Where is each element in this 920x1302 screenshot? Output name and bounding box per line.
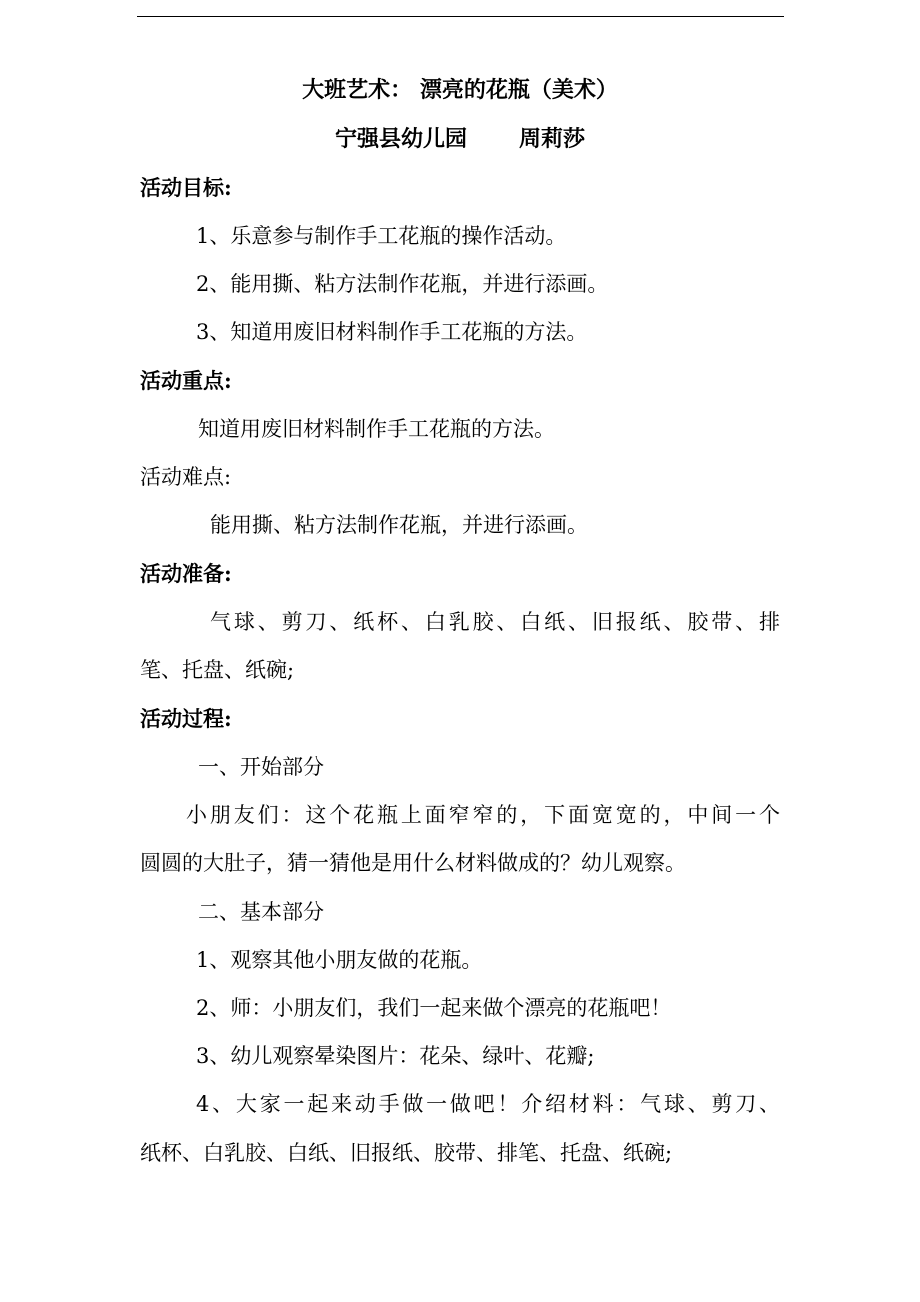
school-name: 宁强县幼儿园 [334,126,467,152]
goals-heading: 活动目标: [140,175,232,200]
goal-item: 2、能用撕、粘方法制作花瓶，并进行添画。 [196,272,609,296]
author-line [0,124,920,154]
header-rule [137,16,784,17]
difficulty-text: 能用撕、粘方法制作花瓶，并进行添画。 [210,513,588,537]
part2-title: 二、基本部分 [198,900,324,924]
part1-title: 一、开始部分 [198,755,324,779]
step-item: 2、师：小朋友们，我们一起来做个漂亮的花瓶吧！ [196,996,672,1020]
goal-item: 1、乐意参与制作手工花瓶的操作活动。 [196,224,567,248]
goal-item: 3、知道用废旧材料制作手工花瓶的方法。 [196,320,588,344]
process-heading: 活动过程: [140,706,232,731]
preparation-heading: 活动准备: [140,561,232,586]
step-item-line2: 纸杯、白乳胶、白纸、旧报纸、胶带、排笔、托盘、纸碗; [140,1141,673,1165]
part1-text-line1: 小朋友们：这个花瓶上面窄窄的，下面宽宽的，中间一个 [186,803,780,827]
part1-text-line2: 圆圆的大肚子，猜一猜他是用什么材料做成的？幼儿观察。 [140,851,686,875]
preparation-text-line1: 气球、剪刀、纸杯、白乳胶、白纸、旧报纸、胶带、排 [210,610,780,634]
preparation-text-line2: 笔、托盘、纸碗; [140,658,295,682]
document-title: 大班艺术： 漂亮的花瓶（美术） [302,77,618,103]
key-point-text: 知道用废旧材料制作手工花瓶的方法。 [198,417,555,441]
difficulty-heading: 活动难点: [140,465,232,489]
step-item: 1、观察其他小朋友做的花瓶。 [196,948,483,972]
step-item: 3、幼儿观察晕染图片：花朵、绿叶、花瓣; [196,1044,595,1068]
step-item-line1: 4、大家一起来动手做一做吧！介绍材料：气球、剪刀、 [196,1092,780,1116]
author-name: 周莉莎 [519,126,586,152]
key-point-heading: 活动重点: [140,368,232,393]
